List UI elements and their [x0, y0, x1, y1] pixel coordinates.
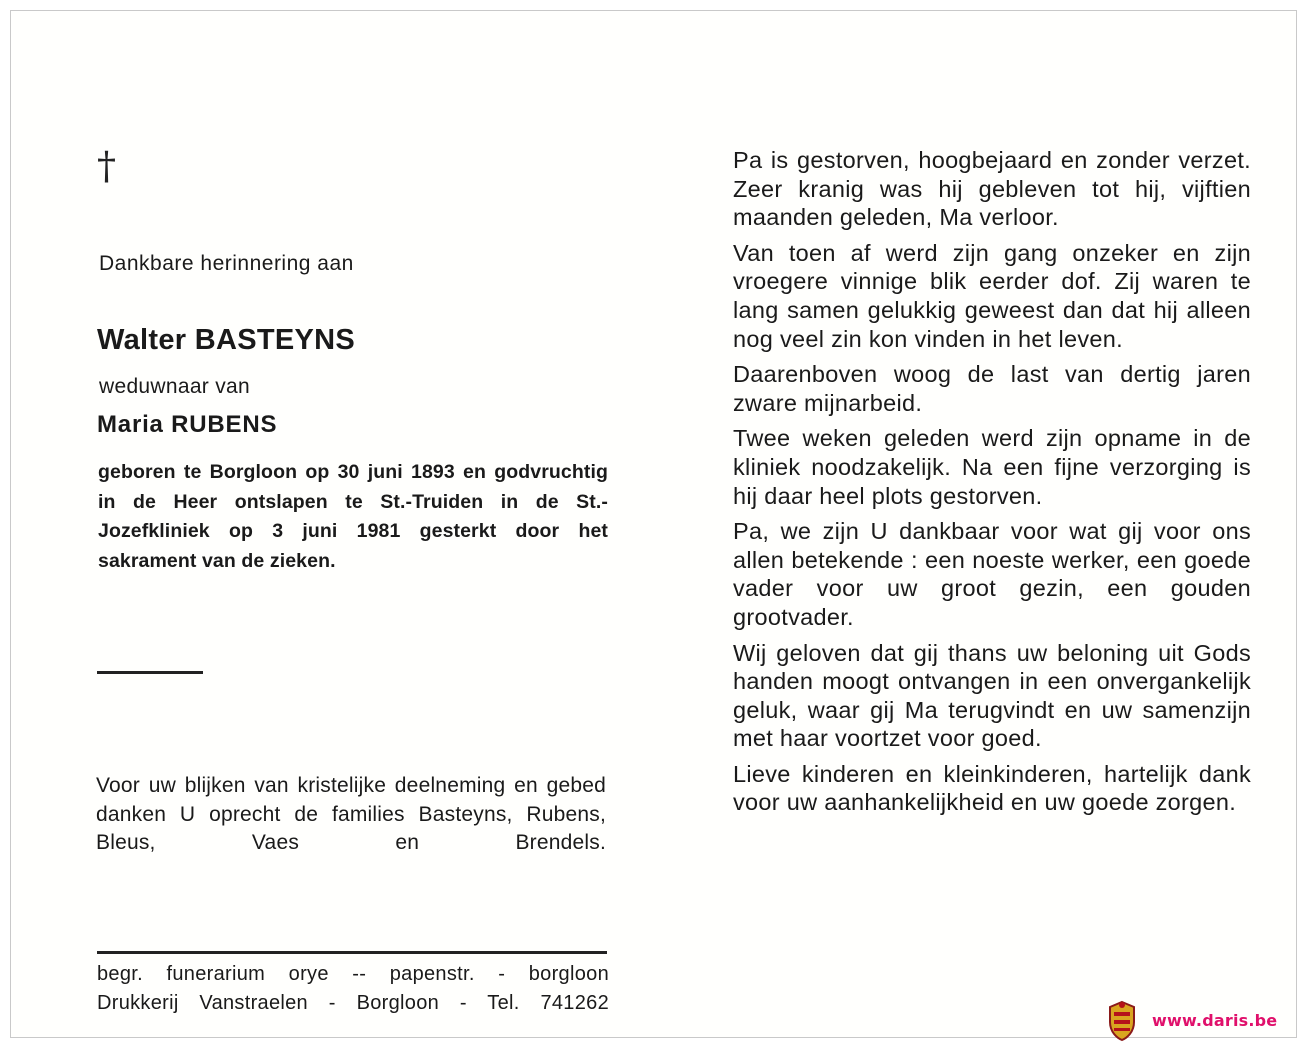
eulogy-paragraph: Van toen af werd zijn gang onzeker en zijn vroegere vinnige blik eerder dof. Zij waren te lang samen gelukkig geweest dan dat hij alleen nog veel zin kon vinden in het leven. — [733, 239, 1251, 352]
shield-crest-icon — [1107, 1000, 1137, 1042]
spouse-name: Maria RUBENS — [97, 411, 278, 438]
dedication-line: Dankbare herinnering aan — [99, 252, 354, 275]
long-divider — [97, 951, 607, 954]
eulogy-paragraph: Lieve kinderen en kleinkinderen, hartelijk dank voor uw aanhankelijkheid en uw goede zorgen. — [733, 760, 1251, 816]
watermark-link[interactable]: www.daris.be — [1152, 1011, 1278, 1030]
eulogy-paragraph: Wij geloven dat gij thans uw beloning uit Gods handen moogt ontvangen in een onvergankelijk geluk, waar gij Ma terugvindt en uw samenzijn met haar voortzet voor goed. — [733, 639, 1251, 752]
printer-line-2: Drukkerij Vanstraelen - Borgloon - Tel. 741262 — [97, 992, 609, 1014]
eulogy-paragraph: Pa, we zijn U dankbaar voor wat gij voor ons allen betekende : een noeste werker, een goede vader voor uw groot gezin, een gouden grootvader. — [733, 518, 1251, 630]
eulogy-column — [733, 146, 1251, 824]
relation-line: weduwnaar van — [99, 375, 250, 398]
thanks-text: Voor uw blijken van kristelijke deelneming en gebed danken U oprecht de families Basteyns, Rubens, Bleus, Vaes en Brendels. — [96, 774, 606, 854]
cross-icon: † — [97, 144, 116, 188]
deceased-name: Walter BASTEYNS — [97, 324, 356, 356]
biography-text: geboren te Borgloon op 30 juni 1893 en godvruchtig in de Heer ontslapen te St.-Truiden in de St.-Jozefkliniek op 3 juni 1981 gesterkt door het sakrament van de zieken. — [98, 461, 608, 572]
eulogy-paragraph: Pa is gestorven, hoogbejaard en zonder verzet. Zeer kranig was hij gebleven tot hij, vijftien maanden geleden, Ma verloor. — [733, 147, 1251, 231]
printer-line-1: begr. funerarium orye -- papenstr. - borgloon — [97, 963, 609, 985]
eulogy-paragraph: Twee weken geleden werd zijn opname in de kliniek noodzakelijk. Na een fijne verzorging is hij daar heel plots gestorven. — [733, 425, 1251, 509]
short-divider — [97, 671, 203, 674]
eulogy-paragraph: Daarenboven woog de last van dertig jaren zware mijnarbeid. — [733, 361, 1251, 416]
printer-info — [97, 960, 609, 1018]
